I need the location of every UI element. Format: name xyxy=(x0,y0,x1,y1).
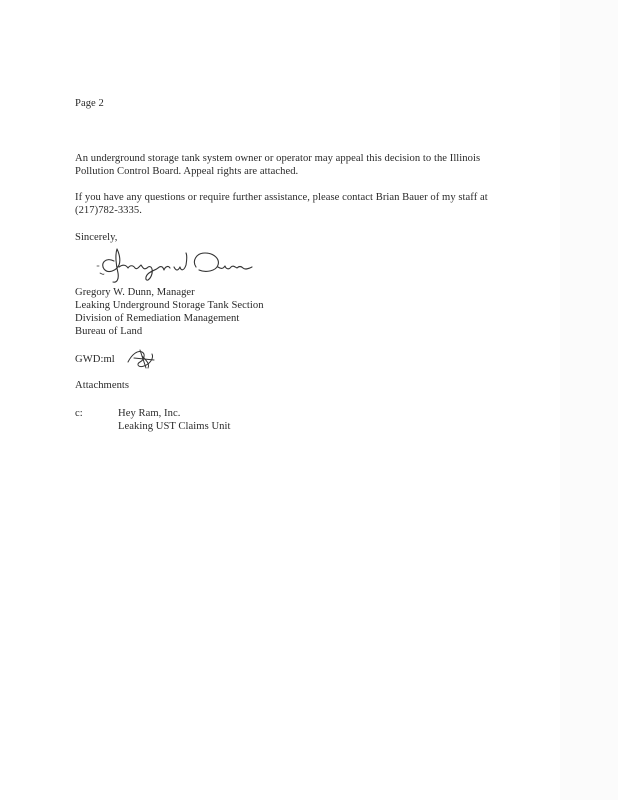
handwritten-initials-mark xyxy=(124,346,160,372)
attachments-note: Attachments xyxy=(75,380,130,391)
contact-paragraph-line-2: (217)782-3335. xyxy=(75,205,142,216)
page-number: Page 2 xyxy=(75,98,104,109)
cc-recipient: Hey Ram, Inc. xyxy=(118,408,181,419)
signer-division: Division of Remediation Management xyxy=(75,313,240,324)
signer-name-title: Gregory W. Dunn, Manager xyxy=(75,287,195,298)
cc-label: c: xyxy=(75,408,83,419)
cc-recipient: Leaking UST Claims Unit xyxy=(118,421,231,432)
reference-initials: GWD:ml xyxy=(75,354,115,365)
appeal-paragraph-line-1: An underground storage tank system owner or operator may appeal this decision to the Illinois xyxy=(75,153,481,164)
signer-bureau: Bureau of Land xyxy=(75,326,143,337)
contact-paragraph-line-1: If you have any questions or require further assistance, please contact Brian Bauer of my staff at xyxy=(75,192,488,203)
handwritten-signature xyxy=(92,243,262,285)
scan-edge-shade xyxy=(560,0,618,800)
appeal-paragraph-line-2: Pollution Control Board. Appeal rights are attached. xyxy=(75,166,299,177)
signer-section: Leaking Underground Storage Tank Section xyxy=(75,300,264,311)
closing-salutation: Sincerely, xyxy=(75,232,118,243)
